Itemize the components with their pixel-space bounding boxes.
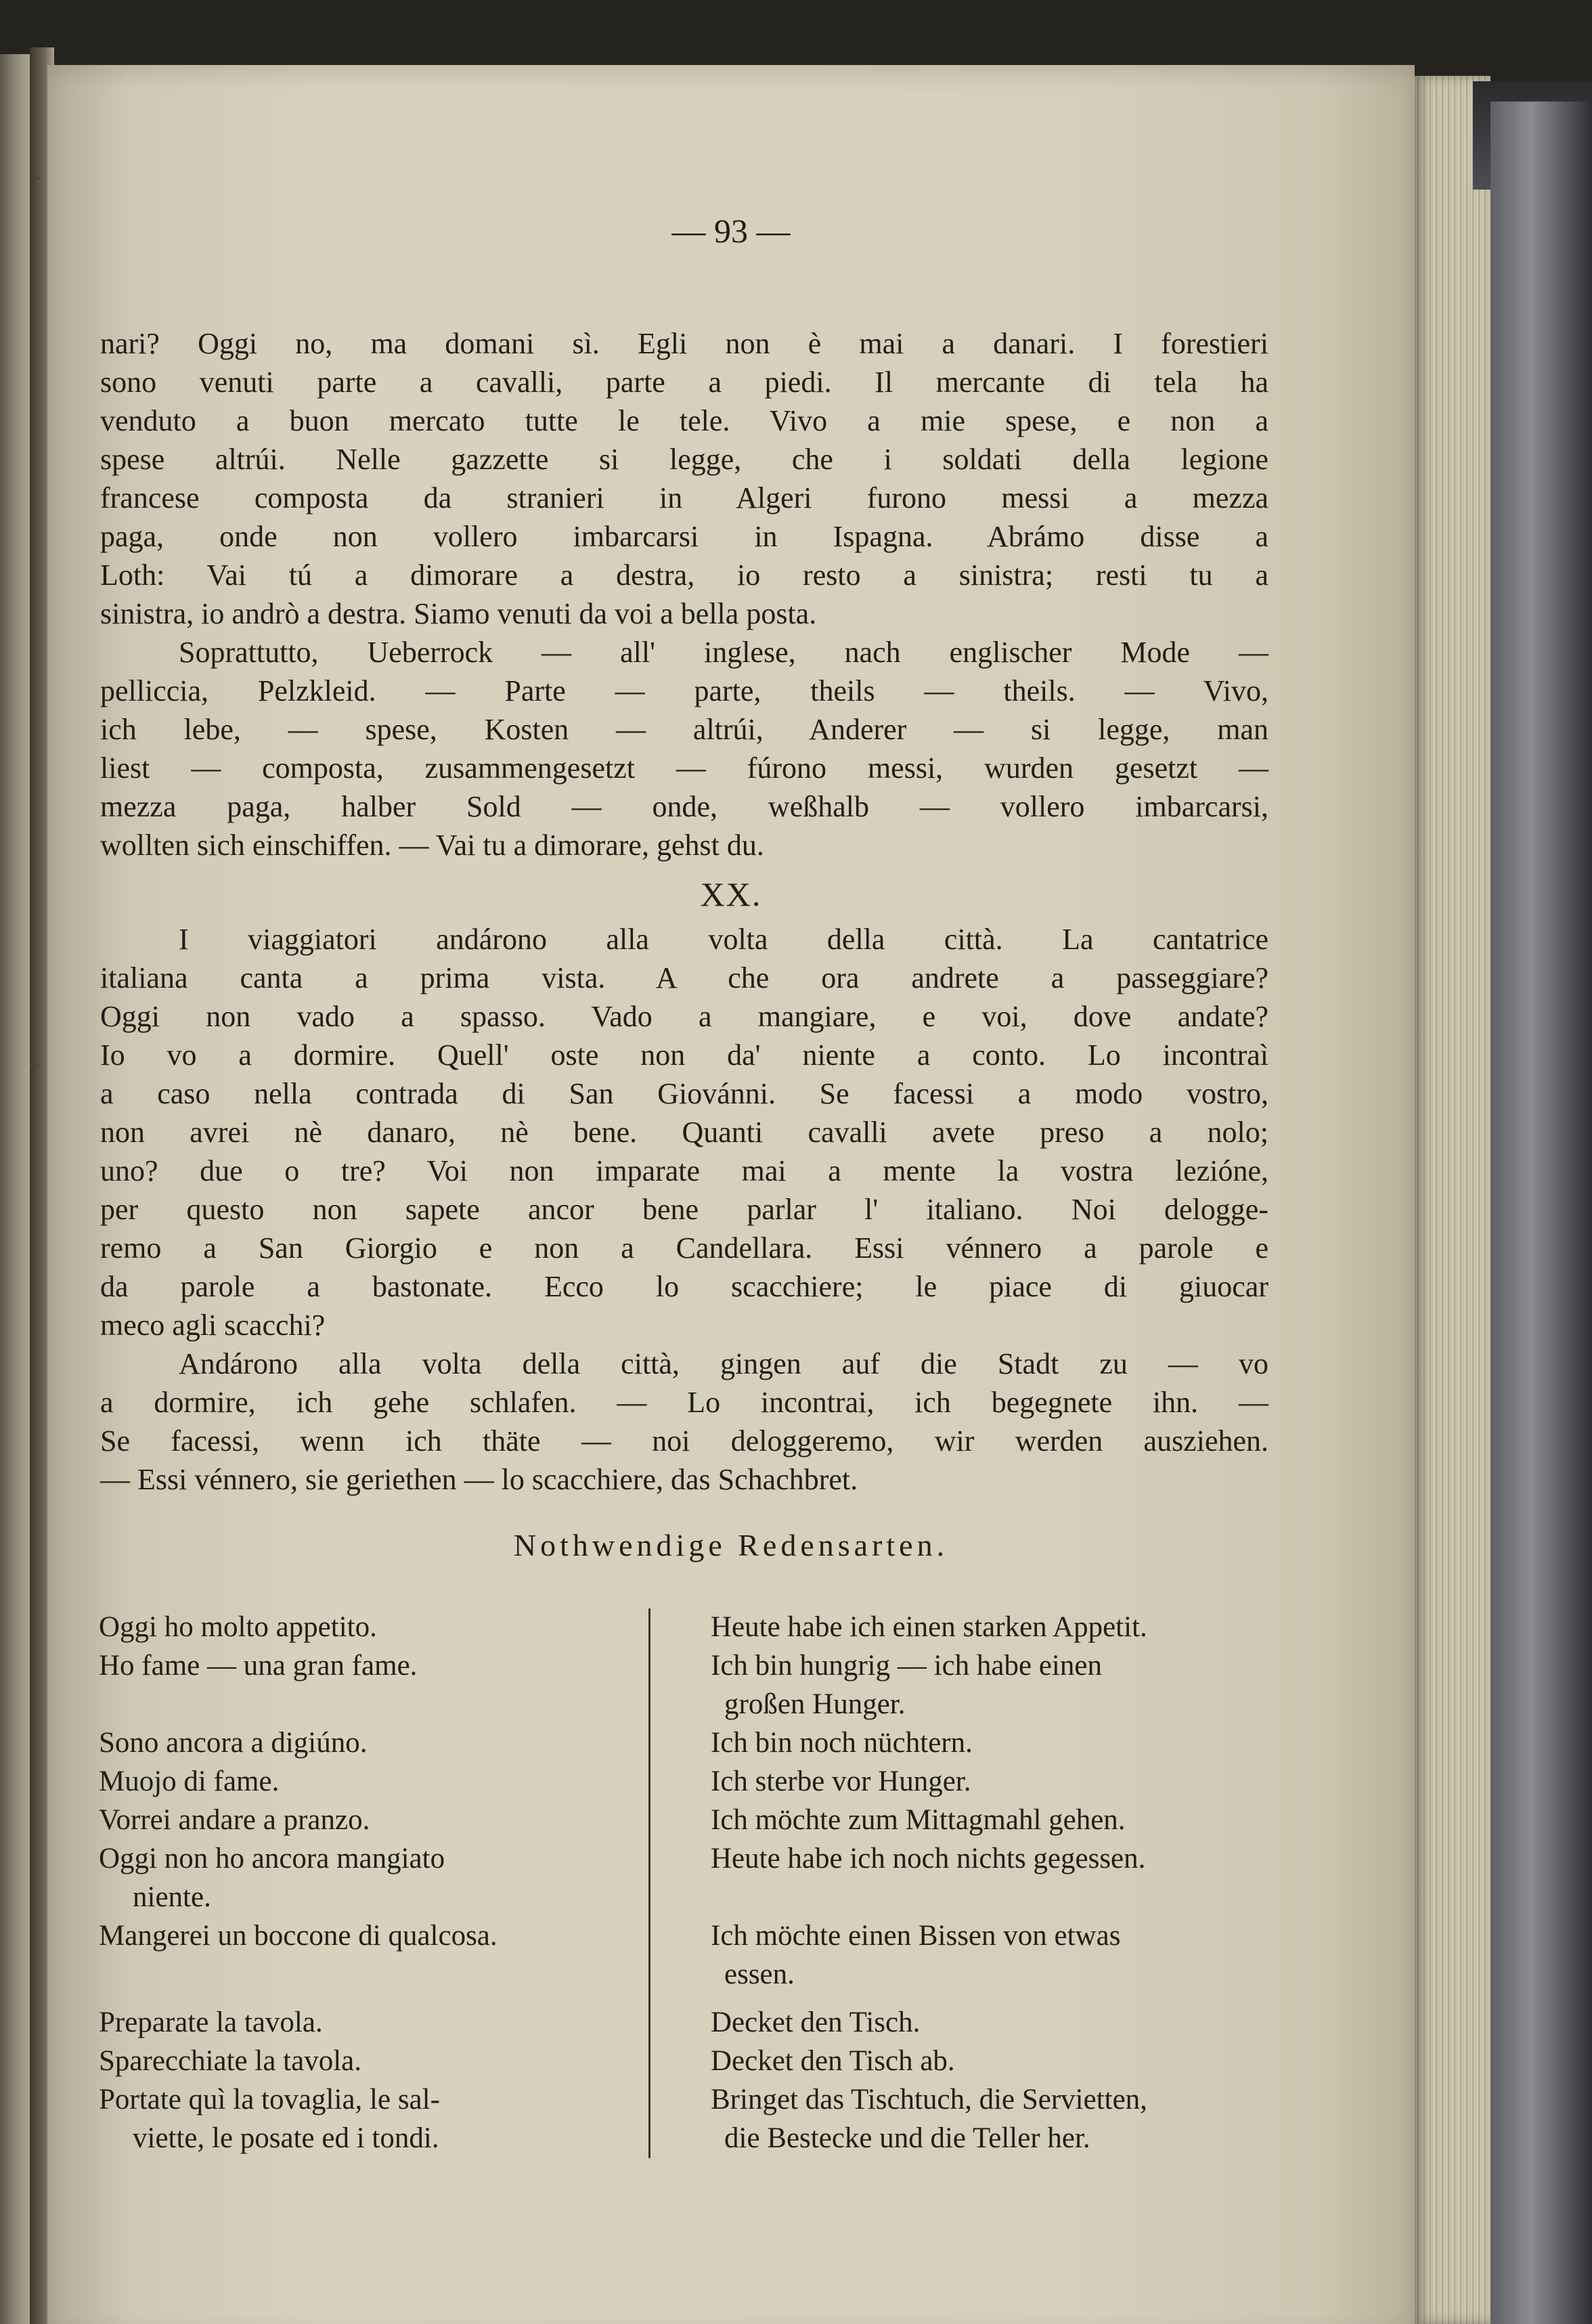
text-line: Soprattutto, Ueberrock — all' inglese, nach englischer Mode — <box>179 636 1268 669</box>
text-line: — Essi vénnero, sie geriethen — lo scacchiere, das Schachbret. <box>100 1463 858 1496</box>
phrase-italian: Sono ancora a digiúno. <box>99 1727 368 1759</box>
text-line: Io vo a dormire. Quell' oste non da' niente a conto. Lo incontraì <box>100 1038 1268 1072</box>
phrase-italian: Mangerei un boccone di qualcosa. <box>99 1920 498 1952</box>
text-line: italiana canta a prima vista. A che ora andrete a passeggiare? <box>100 961 1268 994</box>
page-number: — 93 — <box>671 212 791 250</box>
page-edges <box>1415 76 1490 2324</box>
text-line: Se facessi, wenn ich thäte — noi deloggeremo, wir werden ausziehen. <box>100 1424 1268 1457</box>
text-line: da parole a bastonate. Ecco lo scacchiere; le piace di giuocar <box>100 1270 1268 1303</box>
phrase-italian: Ho fame — una gran fame. <box>99 1650 418 1682</box>
phrase-german: Ich möchte zum Mittagmahl gehen. <box>711 1804 1126 1836</box>
text-line: meco agli scacchi? <box>100 1309 326 1342</box>
text-line: nari? Oggi no, ma domani sì. Egli non è mai a danari. I forestieri <box>100 327 1268 360</box>
phrases-heading: Nothwendige Redensarten. <box>513 1528 949 1562</box>
section-heading: XX. <box>700 875 762 913</box>
phrase-italian: Muojo di fame. <box>99 1766 280 1797</box>
text-line: paga, onde non vollero imbarcarsi in Ispagna. Abrámo disse a <box>100 520 1268 553</box>
margin-mark <box>30 177 39 179</box>
phrase-german-continued: essen. <box>724 1958 795 1990</box>
phrase-german-continued: großen Hunger. <box>724 1688 906 1720</box>
book-cover <box>1490 102 1592 2324</box>
phrase-italian: Oggi ho molto appetito. <box>99 1611 377 1643</box>
text-line: a dormire, ich gehe schlafen. — Lo incontrai, ich begegnete ihn. — <box>100 1386 1268 1419</box>
text-line: sono venuti parte a cavalli, parte a piedi. Il mercante di tela ha <box>100 366 1268 399</box>
text-line: Oggi non vado a spasso. Vado a mangiare, e voi, dove andate? <box>100 1000 1268 1033</box>
text-line: per questo non sapete ancor bene parlar l' italiano. Noi delogge- <box>100 1193 1268 1226</box>
text-line: Loth: Vai tú a dimorare a destra, io resto a sinistra; resti tu a <box>100 558 1268 592</box>
phrase-italian: Preparate la tavola. <box>99 2007 323 2038</box>
text-line: pelliccia, Pelzkleid. — Parte — parte, theils — theils. — Vivo, <box>100 674 1268 707</box>
left-page-edge <box>0 54 32 2324</box>
phrase-german: Ich möchte einen Bissen von etwas <box>711 1920 1121 1952</box>
text-line: sinistra, io andrò a destra. Siamo venuti da voi a bella posta. <box>100 597 817 630</box>
margin-mark <box>30 1065 39 1067</box>
phrase-german: Heute habe ich noch nichts gegessen. <box>711 1843 1146 1874</box>
phrase-italian-continued: viette, le posate ed i tondi. <box>133 2122 439 2154</box>
phrase-german: Bringet das Tischtuch, die Servietten, <box>711 2084 1147 2115</box>
book-page <box>47 65 1415 2324</box>
phrase-german: Decket den Tisch. <box>711 2007 921 2038</box>
phrase-italian: Vorrei andare a pranzo. <box>99 1804 370 1836</box>
phrase-italian: Oggi non ho ancora mangiato <box>99 1843 445 1874</box>
text-line: ich lebe, — spese, Kosten — altrúi, Anderer — si legge, man <box>100 713 1268 746</box>
phrase-german: Ich bin noch nüchtern. <box>711 1727 973 1759</box>
text-line: a caso nella contrada di San Giovánni. Se facessi a modo vostro, <box>100 1077 1268 1110</box>
phrase-german-continued: die Bestecke und die Teller her. <box>724 2122 1090 2154</box>
phrase-german: Ich bin hungrig — ich habe einen <box>711 1650 1102 1682</box>
text-line: I viaggiatori andárono alla volta della città. La cantatrice <box>179 923 1268 956</box>
text-line: Andárono alla volta della città, gingen auf die Stadt zu — vo <box>179 1347 1268 1380</box>
text-line: non avrei nè danaro, nè bene. Quanti cavalli avete preso a nolo; <box>100 1116 1268 1149</box>
phrase-italian-continued: niente. <box>133 1881 211 1913</box>
phrase-italian: Portate quì la tovaglia, le sal- <box>99 2084 440 2115</box>
text-line: uno? due o tre? Voi non imparate mai a mente la vostra lezióne, <box>100 1154 1268 1187</box>
text-line: remo a San Giorgio e non a Candellara. Essi vénnero a parole e <box>100 1231 1268 1265</box>
text-line: spese altrúi. Nelle gazzette si legge, che i soldati della legione <box>100 443 1268 476</box>
text-line: wollten sich einschiffen. — Vai tu a dimorare, gehst du. <box>100 829 764 862</box>
text-line: mezza paga, halber Sold — onde, weßhalb — vollero imbarcarsi, <box>100 790 1268 823</box>
text-line: francese composta da stranieri in Algeri furono messi a mezza <box>100 481 1268 514</box>
phrase-german: Decket den Tisch ab. <box>711 2045 955 2077</box>
phrase-italian: Sparecchiate la tavola. <box>99 2045 361 2077</box>
phrase-german: Heute habe ich einen starken Appetit. <box>711 1611 1147 1643</box>
text-line: liest — composta, zusammengesetzt — fúrono messi, wurden gesetzt — <box>100 751 1268 785</box>
phrase-german: Ich sterbe vor Hunger. <box>711 1766 971 1797</box>
text-line: venduto a buon mercato tutte le tele. Vivo a mie spese, e non a <box>100 404 1268 437</box>
